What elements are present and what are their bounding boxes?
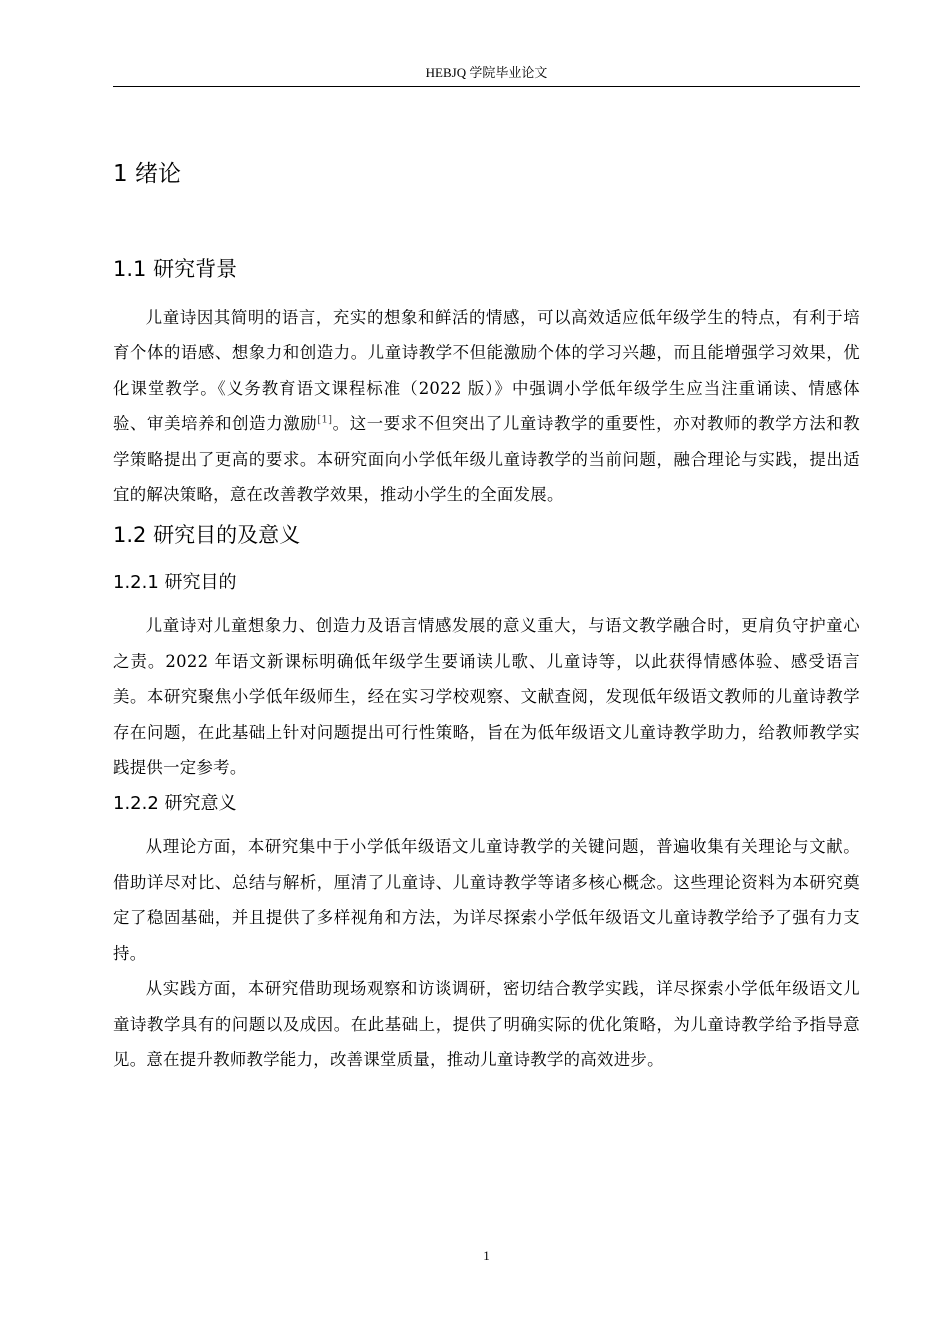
significance-theory-paragraph: 从理论方面，本研究集中于小学低年级语文儿童诗教学的关键问题，普遍收集有关理论与文献。借助详尽对比、总结与解析，厘清了儿童诗、儿童诗教学等诸多核心概念。这些理论资料为本研究奠定了稳固基础，并且提供了多样视角和方法，为详尽探索小学低年级语文儿童诗教学给予了强有力支持。: [113, 837, 860, 963]
paragraph-text: 。这一要求不但突出了儿童诗教学的重要性，亦对教师的教学方法和教学策略提出了更高的要求。本研究面向小学低年级儿童诗教学的当前问题，融合理论与实践，提出适宜的解决策略，意在改善教学效果，推动小学生的全面发展。: [113, 414, 860, 505]
chapter-title: 1 绪论: [113, 161, 181, 187]
section-heading-purpose-significance: 1.2 研究目的及意义: [113, 523, 301, 548]
citation-marker: [1]: [317, 414, 333, 426]
spacer: [113, 819, 860, 829]
section-heading-background: 1.1 研究背景: [113, 257, 238, 281]
header-rule: [113, 86, 860, 87]
spacer: [113, 288, 860, 300]
page-number: 1: [483, 1248, 490, 1263]
significance-practice-paragraph: 从实践方面，本研究借助现场观察和访谈调研，密切结合教学实践，详尽探索小学低年级语文儿童诗教学具有的问题以及成因。在此基础上，提供了明确实际的优化策略，为儿童诗教学给予指导意见。意在提升教师教学能力，改善课堂质量，推动儿童诗教学的高效进步。: [113, 979, 860, 1069]
subsection-purpose-paragraph: 儿童诗对儿童想象力、创造力及语言情感发展的意义重大，与语文教学融合时，更肩负守护童心之责。2022 年语文新课标明确低年级学生要诵读儿歌、儿童诗等，以此获得情感体验、感受语言美。本研究聚焦小学低年级师生，经在实习学校观察、文献查阅，发现低年级语文教师的儿童诗教学存在问题，在此基础上针对问题提出可行性策略，旨在为低年级语文儿童诗教学助力，给教师教学实践提供一定参考。: [113, 616, 860, 778]
paragraph-text: 儿童诗因其简明的语言，充实的想象和鲜活的情感，可以高效适应低年级学生的特点，有利于培育个体的语感、想象力和创造力。儿童诗教学不但能激励个体的学习兴趣，而且能增强学习效果，优化课堂教学。《义务教育语文课程标准（2022 版）》中强调小学低年级学生应当注重诵读、情感体验、审美培养和创造力激励: [113, 308, 860, 434]
spacer: [113, 198, 860, 250]
page-content: [113, 150, 860, 1077]
running-header: HEBJQ 学院毕业论文: [425, 65, 548, 80]
subsection-heading-purpose: 1.2.1 研究目的: [113, 572, 237, 594]
spacer: [113, 554, 860, 568]
subsection-heading-significance: 1.2.2 研究意义: [113, 793, 237, 815]
spacer: [113, 598, 860, 608]
section-background-paragraph: [113, 300, 860, 512]
